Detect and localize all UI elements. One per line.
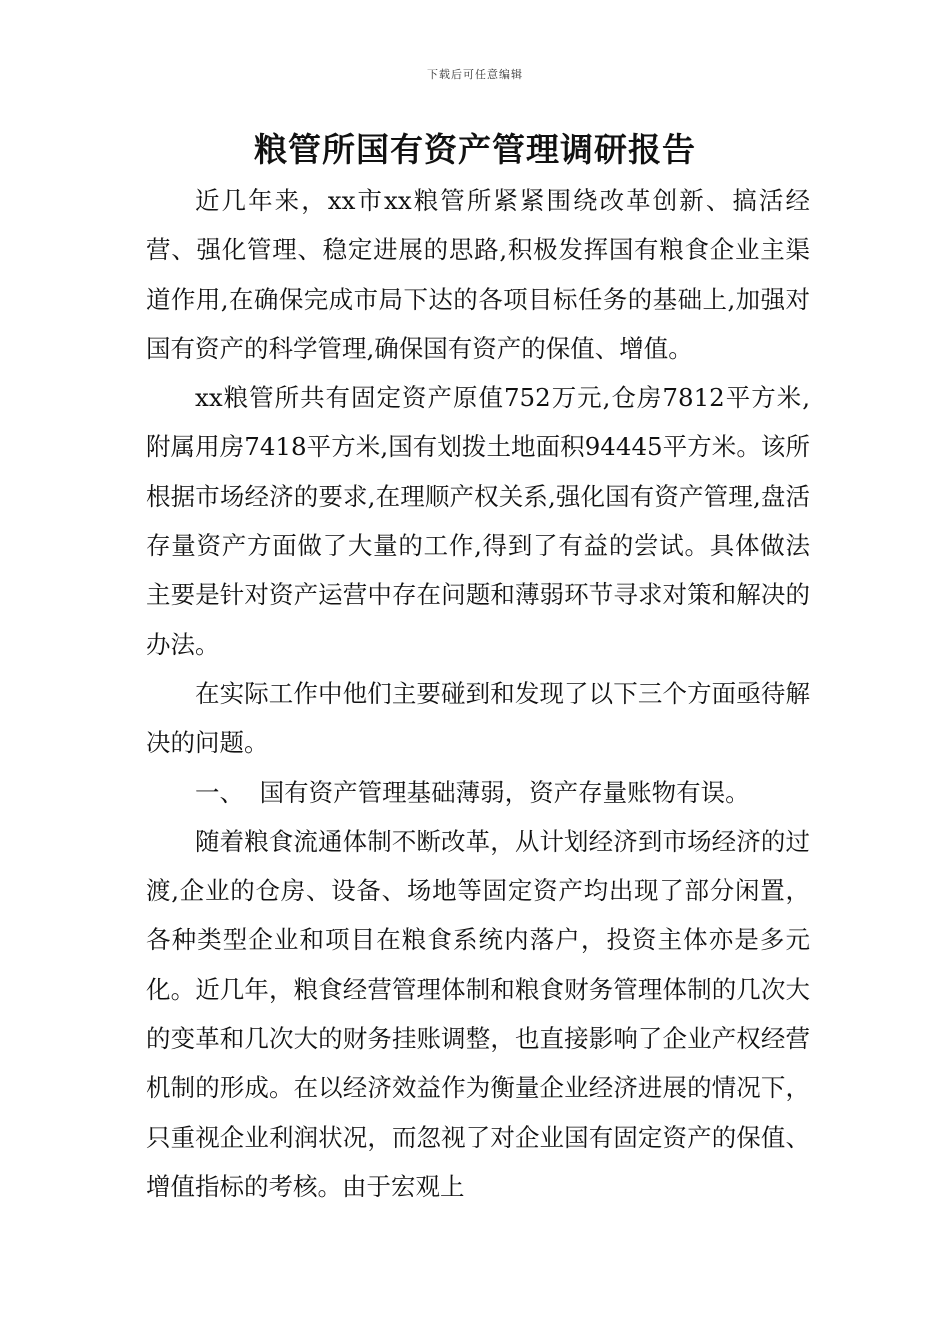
paragraph-reform: 随着粮食流通体制不断改革，从计划经济到市场经济的过渡,企业的仓房、设备、场地等固定资产均出现了部分闲置，各种类型企业和项目在粮食系统内落户，投资主体亦是多元化。近几年，粮食经营管理体制和粮食财务管理体制的几次大的变革和几次大的财务挂账调整，也直接影响了企业产权经营机制的形成。在以经济效益作为衡量企业经济进展的情况下，只重视企业利润状况，而忽视了对企业国有固定资产的保值、增值指标的考核。由于宏观上 (146, 826, 810, 1201)
paragraph-problems: 在实际工作中他们主要碰到和发现了以下三个方面亟待解决的问题。 (146, 678, 810, 758)
document-body (146, 176, 810, 1211)
section-heading-1: 一、 国有资产管理基础薄弱，资产存量账物有误。 (195, 777, 750, 807)
paragraph-assets: xx粮管所共有固定资产原值752万元,仓房7812平方米,附属用房7418平方米,国有划拨土地面积94445平方米。该所根据市场经济的要求,在理顺产权关系,强化国有资产管理,盘活存量资产方面做了大量的工作,得到了有益的尝试。具体做法主要是针对资产运营中存在问题和薄弱环节寻求对策和解决的办法。 (146, 383, 810, 659)
paragraph-intro: 近几年来，xx市xx粮管所紧紧围绕改革创新、搞活经营、强化管理、稳定进展的思路,积极发挥国有粮食企业主渠道作用,在确保完成市局下达的各项目标任务的基础上,加强对国有资产的科学管理,确保国有资产的保值、增值。 (146, 186, 810, 363)
document-title: 粮管所国有资产管理调研报告 (254, 130, 696, 169)
header-note: 下载后可任意编辑 (427, 68, 523, 81)
